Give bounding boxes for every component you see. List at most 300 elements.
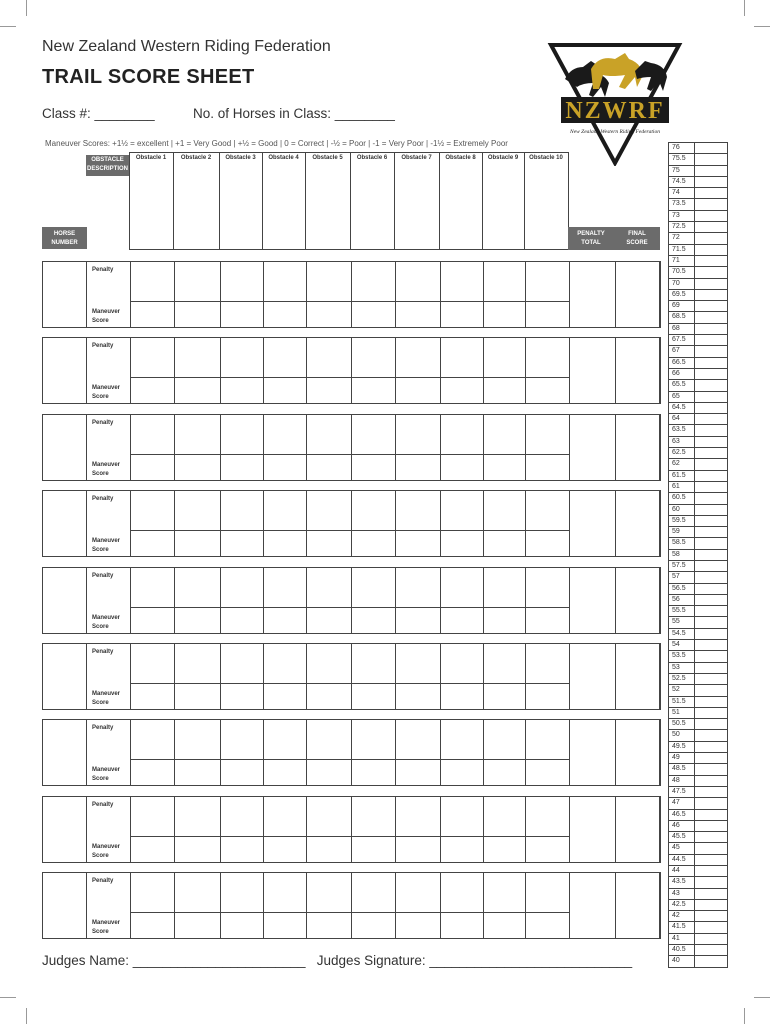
maneuver-score-cell[interactable]: [174, 912, 220, 939]
maneuver-score-cell[interactable]: [130, 912, 174, 939]
maneuver-score-cell[interactable]: [263, 301, 306, 328]
obstacle-header-cell: [394, 152, 440, 250]
maneuver-score-cell[interactable]: [351, 759, 395, 786]
penalty-score-cell[interactable]: [395, 872, 440, 913]
maneuver-score-cell[interactable]: [351, 454, 395, 481]
horse-number-cell[interactable]: [43, 568, 87, 633]
maneuver-score-cell[interactable]: [174, 836, 220, 863]
maneuver-score-cell[interactable]: [351, 683, 395, 710]
penalty-total-cell[interactable]: [569, 261, 615, 328]
maneuver-score-cell[interactable]: [174, 607, 220, 634]
scale-row[interactable]: [668, 448, 728, 459]
maneuver-score-cell[interactable]: [220, 912, 263, 939]
scale-row[interactable]: [668, 832, 728, 843]
penalty-score-cell[interactable]: [351, 796, 395, 837]
maneuver-score-cell[interactable]: [351, 301, 395, 328]
maneuver-score-cell[interactable]: [483, 759, 525, 786]
maneuver-score-cell[interactable]: [130, 377, 174, 404]
penalty-score-cell[interactable]: [220, 567, 263, 608]
scale-row[interactable]: [668, 719, 728, 730]
horses-in-class-field[interactable]: No. of Horses in Class: ________: [193, 106, 395, 121]
penalty-score-cell[interactable]: [220, 337, 263, 378]
penalty-score-cell[interactable]: [483, 490, 525, 531]
scale-divider: [694, 753, 695, 763]
score-scale-column: [668, 142, 728, 968]
maneuver-score-cell[interactable]: [440, 454, 483, 481]
scale-row[interactable]: [668, 798, 728, 809]
penalty-score-cell[interactable]: [130, 414, 174, 455]
final-score-cell[interactable]: [615, 261, 661, 328]
penalty-score-cell[interactable]: [483, 719, 525, 760]
horse-number-cell[interactable]: [43, 644, 87, 709]
penalty-score-cell[interactable]: [395, 567, 440, 608]
scale-row[interactable]: [668, 651, 728, 662]
maneuver-score-cell[interactable]: [263, 530, 306, 557]
scale-row[interactable]: [668, 776, 728, 787]
maneuver-score-cell[interactable]: [483, 454, 525, 481]
scale-divider: [694, 267, 695, 277]
penalty-score-cell[interactable]: [525, 643, 569, 684]
scale-row[interactable]: [668, 256, 728, 267]
scale-row[interactable]: [668, 889, 728, 900]
scale-value: 57.5: [672, 561, 686, 569]
penalty-score-cell[interactable]: [351, 567, 395, 608]
penalty-score-cell[interactable]: [263, 719, 306, 760]
penalty-total-cell[interactable]: [569, 337, 615, 404]
maneuver-score-cell[interactable]: [306, 454, 351, 481]
maneuver-score-cell[interactable]: [263, 912, 306, 939]
scale-row[interactable]: [668, 821, 728, 832]
maneuver-score-cell[interactable]: [130, 301, 174, 328]
maneuver-score-cell[interactable]: [220, 683, 263, 710]
scale-row[interactable]: [668, 527, 728, 538]
scale-row[interactable]: [668, 505, 728, 516]
maneuver-score-cell[interactable]: [525, 683, 569, 710]
maneuver-score-cell[interactable]: [174, 301, 220, 328]
horse-number-cell[interactable]: [43, 797, 87, 862]
final-score-cell[interactable]: [615, 872, 661, 939]
maneuver-score-cell[interactable]: [351, 836, 395, 863]
penalty-score-cell[interactable]: [174, 490, 220, 531]
penalty-score-cell[interactable]: [483, 414, 525, 455]
maneuver-score-cell[interactable]: [306, 836, 351, 863]
scale-row[interactable]: [668, 730, 728, 741]
scale-row[interactable]: [668, 471, 728, 482]
penalty-score-cell[interactable]: [174, 414, 220, 455]
maneuver-score-cell[interactable]: [351, 530, 395, 557]
penalty-total-cell[interactable]: [569, 414, 615, 481]
penalty-total-cell[interactable]: [569, 490, 615, 557]
penalty-score-cell[interactable]: [306, 719, 351, 760]
maneuver-score-cell[interactable]: [130, 530, 174, 557]
penalty-score-cell[interactable]: [525, 872, 569, 913]
horse-number-cell[interactable]: [43, 415, 87, 480]
penalty-total-cell[interactable]: [569, 643, 615, 710]
scale-row[interactable]: [668, 561, 728, 572]
penalty-score-cell[interactable]: [440, 490, 483, 531]
final-score-cell[interactable]: [615, 567, 661, 634]
penalty-score-cell[interactable]: [395, 643, 440, 684]
maneuver-score-cell[interactable]: [525, 530, 569, 557]
maneuver-score-cell[interactable]: [220, 759, 263, 786]
penalty-score-cell[interactable]: [220, 643, 263, 684]
maneuver-score-cell[interactable]: [395, 607, 440, 634]
penalty-total-cell[interactable]: [569, 796, 615, 863]
penalty-score-cell[interactable]: [351, 490, 395, 531]
penalty-score-cell[interactable]: [220, 414, 263, 455]
scale-row[interactable]: [668, 674, 728, 685]
scale-row[interactable]: [668, 550, 728, 561]
penalty-score-cell[interactable]: [440, 337, 483, 378]
penalty-score-cell[interactable]: [306, 567, 351, 608]
maneuver-score-cell[interactable]: [395, 912, 440, 939]
maneuver-score-cell[interactable]: [483, 912, 525, 939]
final-score-cell[interactable]: [615, 796, 661, 863]
maneuver-score-cell[interactable]: [440, 759, 483, 786]
scale-row[interactable]: [668, 516, 728, 527]
penalty-score-cell[interactable]: [306, 261, 351, 302]
maneuver-score-cell[interactable]: [174, 683, 220, 710]
scale-row[interactable]: [668, 493, 728, 504]
scale-row[interactable]: [668, 177, 728, 188]
penalty-score-cell[interactable]: [130, 337, 174, 378]
scale-value: 75.5: [672, 155, 686, 163]
judges-name-field[interactable]: Judges Name: _______________________: [42, 953, 306, 968]
maneuver-score-cell[interactable]: [174, 530, 220, 557]
penalty-score-cell[interactable]: [525, 337, 569, 378]
scale-row[interactable]: [668, 663, 728, 674]
scale-row[interactable]: [668, 934, 728, 945]
maneuver-score-cell[interactable]: [440, 377, 483, 404]
penalty-score-cell[interactable]: [263, 872, 306, 913]
maneuver-score-cell[interactable]: [306, 607, 351, 634]
penalty-score-cell[interactable]: [220, 796, 263, 837]
scale-row[interactable]: [668, 290, 728, 301]
scale-row[interactable]: [668, 945, 728, 956]
maneuver-score-cell[interactable]: [525, 759, 569, 786]
scale-value: 70: [672, 279, 680, 287]
maneuver-score-cell[interactable]: [263, 683, 306, 710]
penalty-score-cell[interactable]: [130, 261, 174, 302]
maneuver-score-cell[interactable]: [525, 301, 569, 328]
scale-row[interactable]: [668, 211, 728, 222]
maneuver-score-cell[interactable]: [483, 377, 525, 404]
maneuver-score-cell[interactable]: [220, 607, 263, 634]
scale-row[interactable]: [668, 154, 728, 165]
scale-row[interactable]: [668, 425, 728, 436]
penalty-score-cell[interactable]: [440, 796, 483, 837]
penalty-score-cell[interactable]: [483, 796, 525, 837]
penalty-score-cell[interactable]: [306, 337, 351, 378]
scale-row[interactable]: [668, 900, 728, 911]
penalty-total-cell[interactable]: [569, 567, 615, 634]
maneuver-score-cell[interactable]: [483, 530, 525, 557]
maneuver-score-cell[interactable]: [306, 301, 351, 328]
penalty-score-cell[interactable]: [263, 643, 306, 684]
maneuver-score-cell[interactable]: [440, 836, 483, 863]
penalty-score-cell[interactable]: [395, 796, 440, 837]
penalty-score-cell[interactable]: [263, 261, 306, 302]
maneuver-score-cell[interactable]: [525, 607, 569, 634]
maneuver-score-cell[interactable]: [306, 377, 351, 404]
penalty-score-cell[interactable]: [130, 796, 174, 837]
scale-row[interactable]: [668, 188, 728, 199]
scale-row[interactable]: [668, 584, 728, 595]
maneuver-score-cell[interactable]: [395, 530, 440, 557]
scale-row[interactable]: [668, 335, 728, 346]
maneuver-score-cell[interactable]: [525, 912, 569, 939]
final-score-cell[interactable]: [615, 414, 661, 481]
maneuver-score-cell[interactable]: [395, 836, 440, 863]
penalty-score-cell[interactable]: [525, 261, 569, 302]
scale-row[interactable]: [668, 866, 728, 877]
penalty-total-cell[interactable]: [569, 719, 615, 786]
scale-divider: [694, 211, 695, 221]
maneuver-score-cell[interactable]: [395, 759, 440, 786]
penalty-score-cell[interactable]: [525, 796, 569, 837]
penalty-score-cell[interactable]: [220, 872, 263, 913]
maneuver-score-cell[interactable]: [220, 454, 263, 481]
maneuver-score-cell[interactable]: [525, 836, 569, 863]
penalty-score-cell[interactable]: [525, 414, 569, 455]
maneuver-score-cell[interactable]: [440, 301, 483, 328]
scale-row[interactable]: [668, 222, 728, 233]
scale-row[interactable]: [668, 617, 728, 628]
penalty-score-cell[interactable]: [351, 872, 395, 913]
scale-row[interactable]: [668, 911, 728, 922]
penalty-score-cell[interactable]: [263, 490, 306, 531]
maneuver-score-cell[interactable]: [395, 301, 440, 328]
maneuver-score-cell[interactable]: [130, 454, 174, 481]
scale-row[interactable]: [668, 629, 728, 640]
penalty-score-cell[interactable]: [130, 490, 174, 531]
maneuver-score-cell[interactable]: [263, 377, 306, 404]
penalty-score-cell[interactable]: [440, 719, 483, 760]
scale-row[interactable]: [668, 640, 728, 651]
maneuver-score-cell[interactable]: [306, 683, 351, 710]
maneuver-score-cell[interactable]: [263, 759, 306, 786]
penalty-score-cell[interactable]: [263, 337, 306, 378]
penalty-score-cell[interactable]: [306, 414, 351, 455]
maneuver-score-cell[interactable]: [130, 836, 174, 863]
maneuver-score-cell[interactable]: [174, 377, 220, 404]
penalty-score-cell[interactable]: [306, 796, 351, 837]
maneuver-score-cell[interactable]: [395, 377, 440, 404]
scale-row[interactable]: [668, 742, 728, 753]
penalty-score-cell[interactable]: [174, 337, 220, 378]
scale-row[interactable]: [668, 233, 728, 244]
maneuver-score-cell[interactable]: [306, 759, 351, 786]
scale-row[interactable]: [668, 787, 728, 798]
maneuver-score-cell[interactable]: [525, 454, 569, 481]
maneuver-score-cell[interactable]: [483, 301, 525, 328]
penalty-score-cell[interactable]: [174, 872, 220, 913]
scale-row[interactable]: [668, 358, 728, 369]
penalty-score-cell[interactable]: [525, 719, 569, 760]
penalty-score-cell[interactable]: [174, 643, 220, 684]
maneuver-score-cell[interactable]: [306, 530, 351, 557]
scale-row[interactable]: [668, 403, 728, 414]
obstacle-header-cell: [262, 152, 306, 250]
penalty-score-cell[interactable]: [351, 719, 395, 760]
scale-row[interactable]: [668, 810, 728, 821]
scale-row[interactable]: [668, 279, 728, 290]
penalty-score-cell[interactable]: [440, 872, 483, 913]
penalty-total-cell[interactable]: [569, 872, 615, 939]
scale-row[interactable]: [668, 143, 728, 154]
penalty-score-cell[interactable]: [483, 872, 525, 913]
penalty-score-cell[interactable]: [483, 567, 525, 608]
scale-row[interactable]: [668, 843, 728, 854]
horse-number-cell[interactable]: [43, 873, 87, 938]
penalty-score-cell[interactable]: [525, 490, 569, 531]
scale-row[interactable]: [668, 392, 728, 403]
scale-divider: [694, 821, 695, 831]
penalty-score-cell[interactable]: [130, 567, 174, 608]
maneuver-score-cell[interactable]: [440, 530, 483, 557]
penalty-score-cell[interactable]: [525, 567, 569, 608]
maneuver-score-cell[interactable]: [483, 607, 525, 634]
scale-row[interactable]: [668, 538, 728, 549]
penalty-score-cell[interactable]: [483, 643, 525, 684]
penalty-score-cell[interactable]: [483, 337, 525, 378]
scale-row[interactable]: [668, 482, 728, 493]
final-score-cell[interactable]: [615, 337, 661, 404]
maneuver-score-cell[interactable]: [220, 836, 263, 863]
scale-row[interactable]: [668, 877, 728, 888]
penalty-score-cell[interactable]: [351, 643, 395, 684]
scale-row[interactable]: [668, 685, 728, 696]
penalty-score-cell[interactable]: [263, 567, 306, 608]
horse-number-cell[interactable]: [43, 262, 87, 327]
scale-row[interactable]: [668, 708, 728, 719]
maneuver-score-cell[interactable]: [130, 759, 174, 786]
horse-number-cell[interactable]: [43, 338, 87, 403]
scale-row[interactable]: [668, 595, 728, 606]
penalty-score-cell[interactable]: [351, 414, 395, 455]
penalty-score-cell[interactable]: [220, 261, 263, 302]
penalty-score-cell[interactable]: [395, 490, 440, 531]
scale-row[interactable]: [668, 267, 728, 278]
penalty-score-cell[interactable]: [174, 567, 220, 608]
scale-row[interactable]: [668, 753, 728, 764]
scale-row[interactable]: [668, 572, 728, 583]
scale-row[interactable]: [668, 922, 728, 933]
penalty-score-cell[interactable]: [395, 261, 440, 302]
maneuver-score-cell[interactable]: [263, 607, 306, 634]
judges-signature-field[interactable]: Judges Signature: ___________________________: [316, 953, 633, 968]
scale-value: 59: [672, 528, 680, 536]
penalty-score-cell[interactable]: [440, 643, 483, 684]
scale-row[interactable]: [668, 346, 728, 357]
scale-row[interactable]: [668, 764, 728, 775]
label-line: OBSTACLE: [91, 157, 124, 163]
maneuver-score-cell[interactable]: [263, 836, 306, 863]
scale-row[interactable]: [668, 459, 728, 470]
obstacle-header-cell: [129, 152, 174, 250]
maneuver-score-cell[interactable]: [440, 683, 483, 710]
maneuver-score-cell[interactable]: [525, 377, 569, 404]
maneuver-score-cell[interactable]: [483, 683, 525, 710]
maneuver-score-cell[interactable]: [395, 683, 440, 710]
class-number-field[interactable]: Class #: ________: [42, 106, 155, 121]
penalty-score-cell[interactable]: [440, 261, 483, 302]
scale-divider: [694, 312, 695, 322]
maneuver-score-cell[interactable]: [220, 301, 263, 328]
maneuver-score-cell[interactable]: [351, 607, 395, 634]
penalty-score-cell[interactable]: [174, 719, 220, 760]
scale-row[interactable]: [668, 245, 728, 256]
scale-row[interactable]: [668, 324, 728, 335]
maneuver-score-cell[interactable]: [351, 912, 395, 939]
maneuver-score-cell[interactable]: [174, 454, 220, 481]
maneuver-score-cell[interactable]: [263, 454, 306, 481]
scale-row[interactable]: [668, 369, 728, 380]
maneuver-score-cell[interactable]: [395, 454, 440, 481]
penalty-score-cell[interactable]: [263, 796, 306, 837]
scale-row[interactable]: [668, 301, 728, 312]
penalty-score-cell[interactable]: [263, 414, 306, 455]
penalty-score-cell[interactable]: [351, 261, 395, 302]
maneuver-score-cell[interactable]: [483, 836, 525, 863]
scale-row[interactable]: [668, 380, 728, 391]
scale-row[interactable]: [668, 414, 728, 425]
penalty-score-cell[interactable]: [440, 414, 483, 455]
maneuver-score-cell[interactable]: [440, 912, 483, 939]
maneuver-score-cell[interactable]: [440, 607, 483, 634]
final-score-cell[interactable]: [615, 643, 661, 710]
penalty-score-cell[interactable]: [174, 796, 220, 837]
maneuver-score-cell[interactable]: [220, 530, 263, 557]
penalty-score-cell[interactable]: [440, 567, 483, 608]
penalty-score-cell[interactable]: [395, 414, 440, 455]
maneuver-score-cell[interactable]: [130, 683, 174, 710]
penalty-score-cell[interactable]: [130, 643, 174, 684]
penalty-score-cell[interactable]: [306, 490, 351, 531]
maneuver-score-cell[interactable]: [220, 377, 263, 404]
penalty-score-cell[interactable]: [130, 872, 174, 913]
penalty-score-cell[interactable]: [130, 719, 174, 760]
final-score-cell[interactable]: [615, 719, 661, 786]
penalty-score-cell[interactable]: [220, 490, 263, 531]
penalty-score-cell[interactable]: [174, 261, 220, 302]
horse-number-cell[interactable]: [43, 491, 87, 556]
scale-row[interactable]: [668, 199, 728, 210]
horse-number-cell[interactable]: [43, 720, 87, 785]
penalty-score-cell[interactable]: [351, 337, 395, 378]
scale-row[interactable]: [668, 606, 728, 617]
final-score-cell[interactable]: [615, 490, 661, 557]
maneuver-score-cell[interactable]: [130, 607, 174, 634]
maneuver-score-cell[interactable]: [351, 377, 395, 404]
penalty-score-cell[interactable]: [483, 261, 525, 302]
penalty-score-cell[interactable]: [306, 643, 351, 684]
scale-row[interactable]: [668, 312, 728, 323]
scale-row[interactable]: [668, 697, 728, 708]
maneuver-score-cell[interactable]: [174, 759, 220, 786]
penalty-score-cell[interactable]: [306, 872, 351, 913]
penalty-score-cell[interactable]: [395, 719, 440, 760]
scale-row[interactable]: [668, 956, 728, 967]
penalty-score-cell[interactable]: [220, 719, 263, 760]
obstacle-header-label: Obstacle 4: [268, 155, 299, 161]
scale-row[interactable]: [668, 166, 728, 177]
scale-row[interactable]: [668, 855, 728, 866]
scale-row[interactable]: [668, 437, 728, 448]
penalty-score-cell[interactable]: [395, 337, 440, 378]
obstacle-header-label: Obstacle 6: [356, 155, 388, 161]
maneuver-score-cell[interactable]: [306, 912, 351, 939]
